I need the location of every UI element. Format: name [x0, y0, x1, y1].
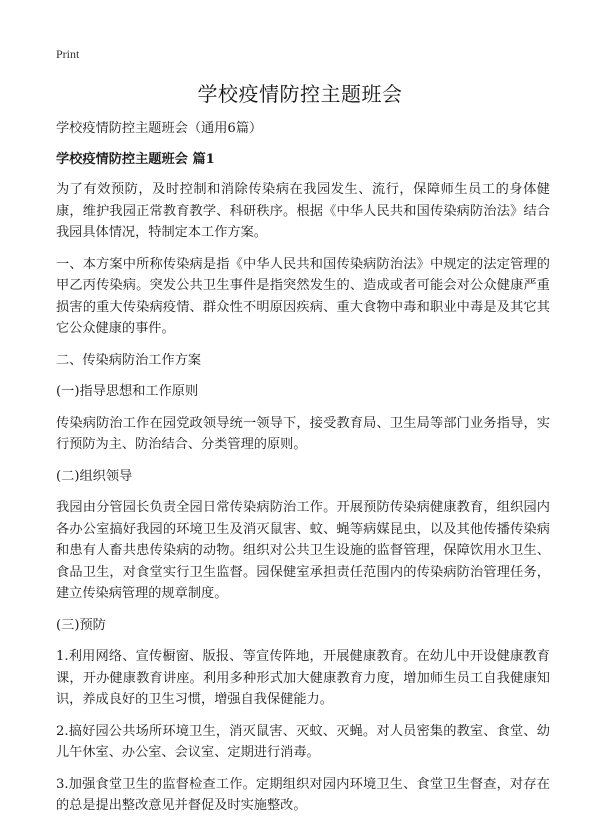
organization-heading: (二)组织领导: [56, 468, 133, 484]
prevention-item-2: 2.搞好园公共场所环境卫生，消灭鼠害、灭蚊、灭蝇。对人员密集的教室、食堂、幼儿午休室、办公室、会议室、定期进行消毒。: [56, 723, 550, 760]
scope-paragraph: 一、本方案中所称传染病是指《中华人民共和国传染病防治法》中规定的法定管理的甲乙丙传染病。突发公共卫生事件是指突然发生的、造成或者可能会对公众健康严重损害的重大传染病疫情、群众性不明原因疾病、重大食物中毒和职业中毒是及其它其它公众健康的事件。: [56, 256, 550, 336]
document-body: [56, 118, 550, 827]
document-title: 学校疫情防控主题班会: [197, 82, 403, 106]
document-subtitle: 学校疫情防控主题班会（通用6篇）: [56, 121, 263, 136]
prevention-heading: (三)预防: [56, 617, 106, 633]
section-heading: 学校疫情防控主题班会 篇1: [56, 151, 215, 167]
organization-paragraph: 我园由分管园长负责全园日常传染病防治工作。开展预防传染病健康教育，组织园内各办公室搞好我园的环境卫生及消灭鼠害、蚊、蝇等病媒昆虫，以及其他传播传染病和患有人畜共患传染病的动物。组织对公共卫生设施的监督管理，保障饮用水卫生、食品卫生，对食堂实行卫生监督。园保健室承担责任范围内的传染病防治管理任务，建立传染病管理的规章制度。: [56, 500, 550, 601]
print-label: Print: [56, 47, 80, 61]
principle-paragraph: 传染病防治工作在园党政领导统一领导下，接受教育局、卫生局等部门业务指导，实行预防为主、防治结合、分类管理的原则。: [56, 415, 550, 452]
prevention-item-3: 3.加强食堂卫生的监督检查工作。定期组织对园内环境卫生、食堂卫生督查，对存在的总是提出整改意见并督促及时实施整改。: [56, 776, 550, 813]
plan-heading: 二、传染病防治工作方案: [56, 352, 202, 368]
principle-heading: (一)指导思想和工作原则: [56, 384, 199, 399]
prevention-item-1: 1.利用网络、宣传橱窗、版报、等宣传阵地，开展健康教育。在幼儿中开设健康教育课，开办健康教育讲座。利用多种形式加大健康教育力度，增加师生员工自我健康知识，养成良好的卫生习惯，增强自我保健能力。: [56, 649, 550, 707]
intro-paragraph: 为了有效预防，及时控制和消除传染病在我园发生、流行，保障师生员工的身体健康，维护我园正常教育教学、科研秩序。根据《中华人民共和国传染病防治法》结合我园具体情况，特制定本工作方案。: [56, 182, 550, 240]
